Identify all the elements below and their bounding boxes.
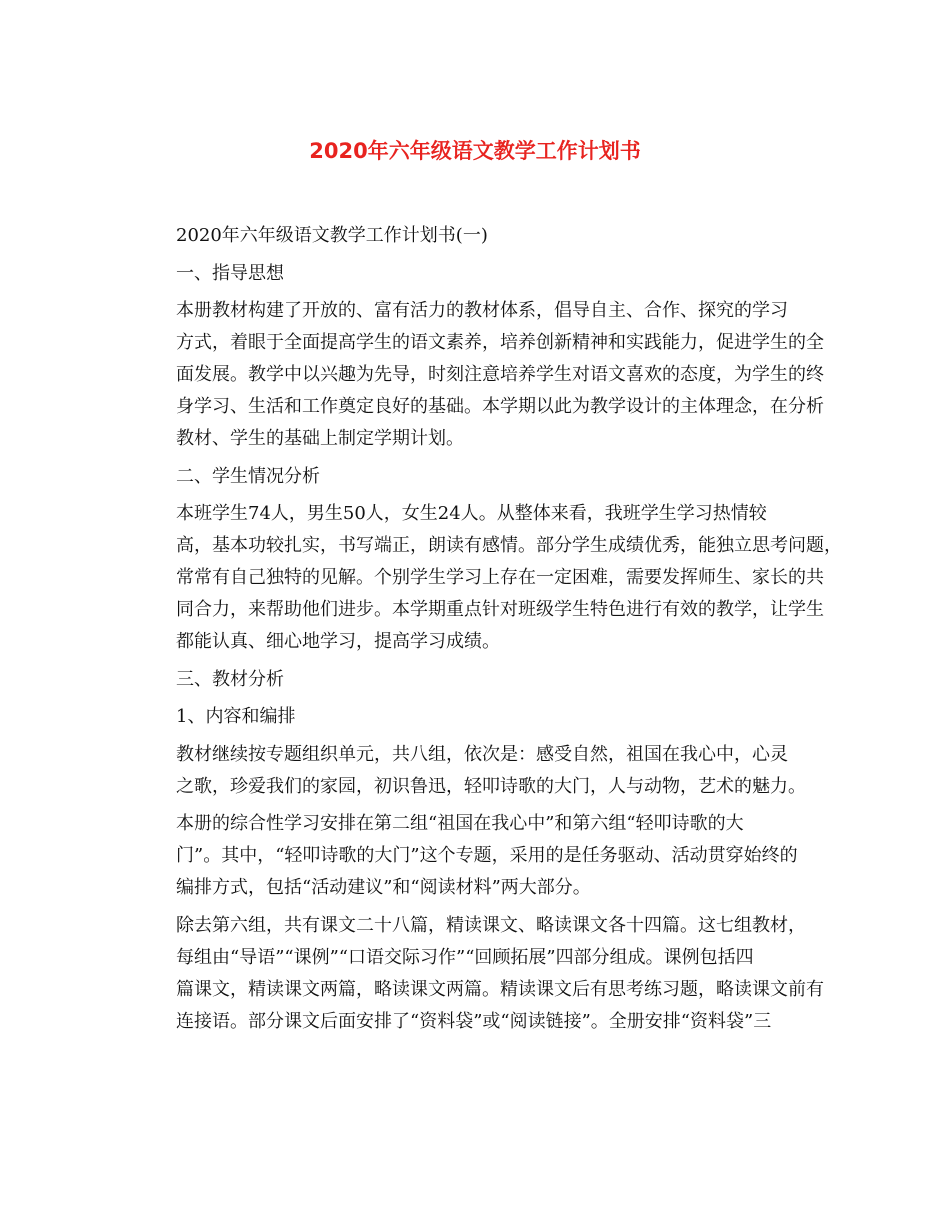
paragraph-comprehensive-learning — [140, 808, 815, 904]
paragraph-units — [140, 739, 815, 803]
text-line: 二、学生情况分析 — [176, 465, 320, 487]
text-line: 一、指导思想 — [176, 262, 284, 284]
text-line: 每组由“导语”“课例”“口语交际习作”“回顾拓展”四部分组成。课例包括四 — [176, 946, 754, 968]
paragraph-lessons — [140, 910, 824, 1038]
text-line: 三、教材分析 — [176, 668, 284, 690]
document-title: 2020年六年级语文教学工作计划书 — [309, 139, 641, 163]
text-line: 连接语。部分课文后面安排了“资料袋”或“阅读链接”。全册安排“资料袋”三 — [176, 1010, 772, 1032]
section-heading-guiding-ideology — [140, 258, 815, 290]
text-line: 身学习、生活和工作奠定良好的基础。本学期以此为教学设计的主体理念，在分析 — [176, 396, 824, 417]
text-line: 本班学生74人，男生50人，女生24人。从整体来看，我班学生学习热情较 — [176, 503, 767, 524]
text-line: 1、内容和编排 — [176, 706, 296, 727]
paragraph-guiding-ideology — [140, 295, 824, 455]
subheading-content-arrangement — [140, 701, 815, 733]
text-line: 本册教材构建了开放的、富有活力的教材体系，倡导自主、合作、探究的学习 — [176, 300, 788, 321]
text-line: 教材、学生的基础上制定学期计划。 — [176, 428, 464, 449]
text-line: 编排方式，包括“活动建议”和“阅读材料”两大部分。 — [176, 877, 591, 898]
text-line: 本册的综合性学习安排在第二组“祖国在我心中”和第六组“轻叩诗歌的大 — [176, 813, 744, 834]
text-line: 方式，着眼于全面提高学生的语文素养，培养创新精神和实践能力，促进学生的全 — [176, 332, 824, 353]
section-heading-student-analysis — [140, 461, 815, 493]
document-body — [140, 220, 842, 1043]
text-line: 同合力，来帮助他们进步。本学期重点针对班级学生特色进行有效的教学，让学生 — [176, 599, 824, 620]
section-heading-textbook-analysis — [140, 664, 815, 696]
text-line: 门”。其中，“轻叩诗歌的大门”这个专题，采用的是任务驱动、活动贯穿始终的 — [176, 845, 798, 866]
text-line: 除去第六组，共有课文二十八篇，精读课文、略读课文各十四篇。这七组教材， — [176, 914, 806, 936]
text-line: 高，基本功较扎实，书写端正，朗读有感情。部分学生成绩优秀，能独立思考问题， — [176, 535, 842, 556]
text-line: 教材继续按专题组织单元，共八组，依次是：感受自然，祖国在我心中，心灵 — [176, 743, 788, 765]
paragraph-student-analysis — [140, 498, 842, 658]
text-line: 之歌，珍爱我们的家园，初识鲁迅，轻叩诗歌的大门，人与动物，艺术的魅力。 — [176, 775, 806, 797]
text-line: 面发展。教学中以兴趣为先导，时刻注意培养学生对语文喜欢的态度，为学生的终 — [176, 364, 824, 385]
text-line: 都能认真、细心地学习，提高学习成绩。 — [176, 631, 500, 652]
text-line: 2020年六年级语文教学工作计划书(一) — [176, 225, 488, 246]
text-line: 篇课文，精读课文两篇，略读课文两篇。精读课文后有思考练习题，略读课文前有 — [176, 978, 824, 1000]
doc-subtitle — [140, 220, 815, 252]
text-line: 常常有自己独特的见解。个别学生学习上存在一定困难，需要发挥师生、家长的共 — [176, 567, 824, 588]
